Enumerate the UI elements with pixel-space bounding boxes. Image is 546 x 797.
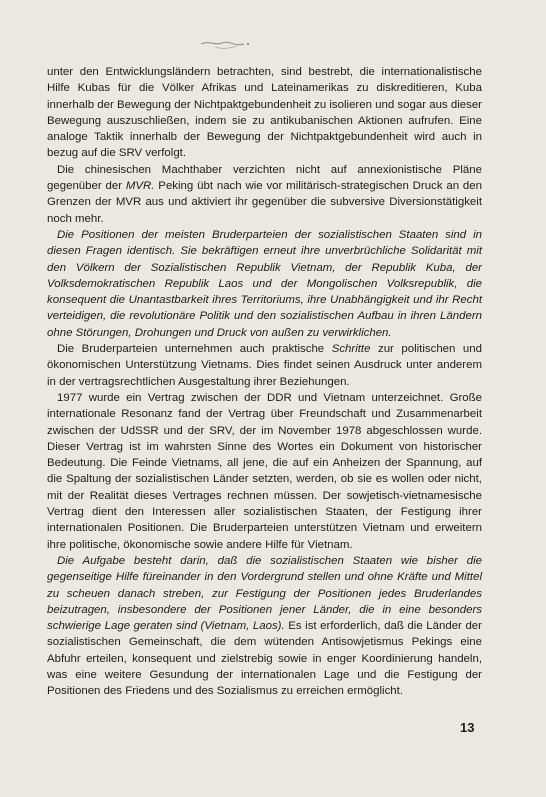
article-text [47, 64, 482, 700]
paragraph-2-text-1: Die chinesischen Machthaber verzichten nicht auf annexionistische Pläne gegenüber der [47, 163, 482, 193]
paragraph-6 [47, 553, 482, 700]
paragraph-4-text-2: zur politischen und ökonomischen Unterstützung Vietnams. Dies findet seinen Ausdruck unter anderem in der vertragsrechtlichen Ausgestaltung ihrer Beziehungen. [47, 343, 482, 388]
paragraph-1-text: unter den Entwicklungsländern betrachten, sind bestrebt, die internationalistische Hilfe Kubas für die Völker Afrikas und Lateinamerikas zu diskreditieren, Kuba innerhalb der Bewegung der Nichtpaktgebundenheit zu isolieren und sogar aus dieser Bewegung auszuschließen, indem sie zu antikubanischen Aktionen aufrufen. Eine analoge Taktik innerhalb der Bewegung der Nichtpaktgebundenheit wird auch in bezug auf die SRV verfolgt. [47, 66, 482, 160]
paragraph-2-italic-mvr: MVR. [125, 180, 155, 193]
paragraph-6-italic-text: Die Aufgabe besteht darin, daß die sozialistischen Staaten wie bisher die gegenseitige Hilfe füreinander in den Vordergrund stellen und ohne Kräfte und Mittel zu scheuen danach streben, zur Festigung der Positionen jedes Bruderlandes beizutragen, insbesondere der Positionen jener Länder, die in eine besonders schwierige Lage geraten sind (Vietnam, Laos). [47, 554, 482, 633]
paragraph-4-italic-schritte: Schritte [331, 343, 371, 356]
paragraph-6-text: Es ist erforderlich, daß die Länder der sozialistischen Gemeinschaft, die dem wütenden Antisowjetismus Pekings eine Abfuhr erteilen, konsequent und zielstrebig sowie in enger Koordinierung handeln, was eine weitere Gesundung der internationalen Lage und die Festigung der Positionen des Friedens und des Sozialismus zu erreichen ermöglicht. [47, 620, 482, 698]
paragraph-2-text-2: Peking übt nach wie vor militärisch-strategischen Druck an den Grenzen der MVR aus und aktiviert ihr gegenüber die subversive Diversionstätigkeit noch mehr. [47, 180, 482, 225]
ink-smudge-mark [197, 36, 257, 52]
paragraph-4 [47, 341, 482, 390]
page-number: 13 [460, 720, 475, 735]
paragraph-3 [47, 227, 482, 341]
paragraph-5 [47, 390, 482, 553]
paragraph-1 [47, 64, 482, 162]
paragraph-5-text: 1977 wurde ein Vertrag zwischen der DDR und Vietnam unterzeichnet. Große internationale Resonanz fand der Vertrag über Freundschaft und Zusammenarbeit zwischen der UdSSR und der SRV, der im November 1978 abgeschlossen wurde. Dieser Vertrag ist im wahrsten Sinne des Wortes ein Dokument von historischer Bedeutung. Die Feinde Vietnams, all jene, die auf ein Anheizen der Spannung, auf die Spaltung der sozialistischen Länder setzten, werden, ob sie es wollen oder nicht, mit der Realität dieses Vertrages rechnen müssen. Der sowjetisch-vietnamesische Vertrag dient den Interessen aller sozialistischen Staaten, der Festigung ihrer internationalen Positionen. Die Bruderparteien unterstützen Vietnam und erweitern ihre politische, ökonomische sowie andere Hilfe für Vietnam. [47, 391, 482, 551]
paragraph-2 [47, 162, 482, 227]
paragraph-3-text: Die Positionen der meisten Bruderparteien der sozialistischen Staaten sind in diesen Fragen identisch. Sie bekräftigen erneut ihre unverbrüchliche Solidarität mit den Völkern der Sozialistischen Republik Vietnam, der Republik Kuba, der Volksdemokratischen Republik Laos und der Mongolischen Volksrepublik, die konsequent die Unantastbarkeit ihres Territoriums, ihre Unabhängigkeit und ihr Recht verteidigen, die revolutionäre Politik und den sozialistischen Aufbau in ihren Ländern ohne Störungen, Drohungen und Druck von außen zu verwirklichen. [47, 228, 482, 339]
paragraph-4-text-1: Die Bruderparteien unternehmen auch praktische [57, 343, 332, 356]
